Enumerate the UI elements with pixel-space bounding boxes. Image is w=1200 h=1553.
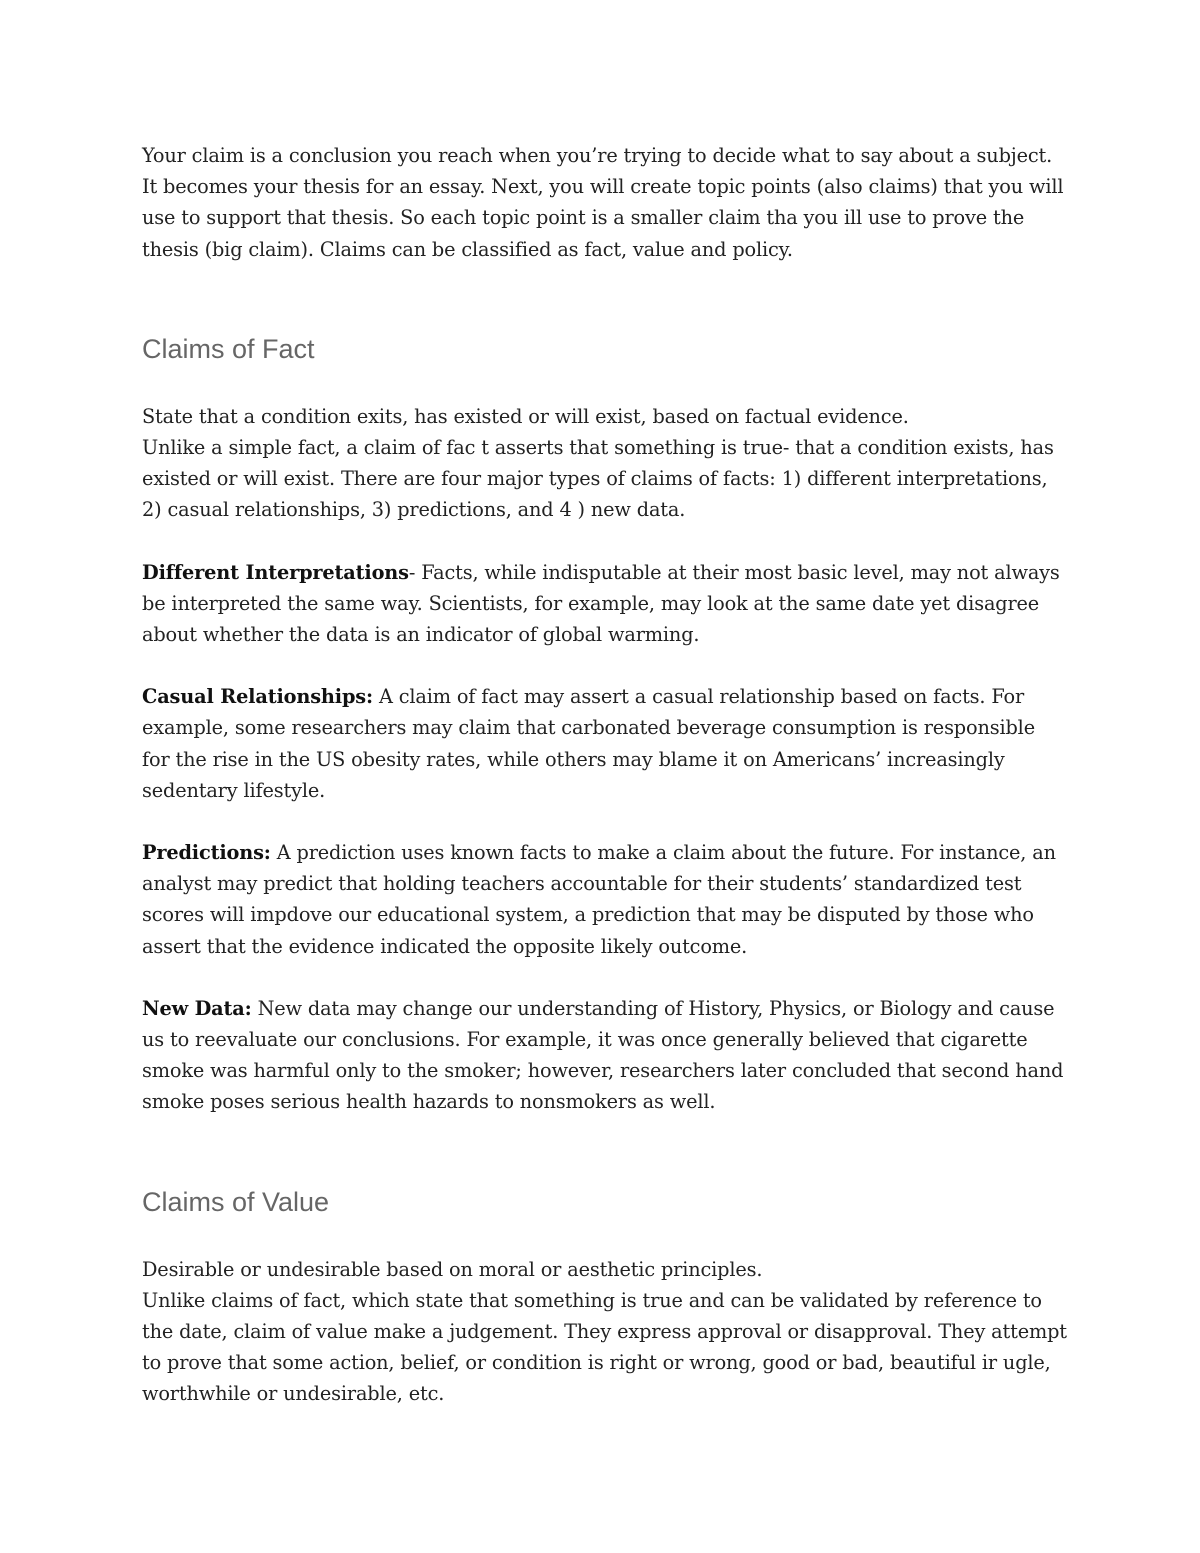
claims-of-value-definition — [142, 1254, 1067, 1410]
casual-relationships-text: A claim of fact may assert a casual relationship based on facts. For example, some researchers may claim that carbonated beverage consumption is responsible for the rise in the US obesity rates, while others may blame it on Americans’ increasingly sedentary lifestyle. — [142, 685, 1035, 802]
new-data-paragraph — [142, 993, 1067, 1118]
claims-of-value-definition-line: Desirable or undesirable based on moral or aesthetic principles. — [142, 1257, 763, 1281]
casual-relationships-term: Casual Relationships: — [142, 685, 373, 709]
different-interpretations-text: - Facts, while indisputable at their most basic level, may not always be interpreted the same way. Scientists, for example, may look at the same date yet disagree about whether the data is an indicator of global warming. — [142, 560, 1060, 647]
predictions-paragraph — [142, 837, 1067, 962]
new-data-text: New data may change our understanding of History, Physics, or Biology and cause us to reevaluate our conclusions. For example, it was once generally believed that cigarette smoke was harmful only to the smoker; however, researchers later concluded that second hand smoke poses serious health hazards to nonsmokers as well. — [142, 996, 1064, 1114]
different-interpretations-term: Different Interpretations — [142, 560, 409, 584]
intro-paragraph: Your claim is a conclusion you reach when you’re trying to decide what to say about a subject. It becomes your thesis for an essay. Next, you will create topic points (also claims) that you will use to support that thesis. So each topic point is a smaller claim tha you ill use to prove the thesis (big claim). Claims can be classified as fact, value and policy. — [142, 144, 1064, 261]
casual-relationships-paragraph — [142, 681, 1067, 806]
claims-of-fact-heading: Claims of Fact — [142, 333, 315, 364]
claims-of-fact-definition-body: Unlike a simple fact, a claim of fac t asserts that something is true- that a condition exists, has existed or will exist. There are four major types of claims of facts: 1) different interpretations, 2) casual relationships, 3) predictions, and 4 ) new data. — [142, 436, 1054, 522]
claims-of-fact-definition-line: State that a condition exits, has existed or will exist, based on factual evidence. — [142, 404, 909, 428]
predictions-text: A prediction uses known facts to make a claim about the future. For instance, an analyst may predict that holding teachers accountable for their students’ standardized test scores will impdove our educational system, a prediction that may be disputed by those who assert that the evidence indicated the opposite likely outcome. — [142, 841, 1056, 958]
claims-of-fact-definition — [142, 401, 1067, 526]
different-interpretations-paragraph — [142, 557, 1067, 651]
claims-of-value-heading: Claims of Value — [142, 1186, 330, 1217]
predictions-term: Predictions: — [142, 841, 271, 865]
document-content — [142, 140, 1067, 1410]
new-data-term: New Data: — [142, 996, 252, 1020]
claims-of-value-definition-body: Unlike claims of fact, which state that something is true and can be validated by reference to the date, claim of value make a judgement. They express approval or disapproval. They attempt to prove that some action, belief, or condition is right or wrong, good or bad, beautiful ir ugle, worthwhile or undesirable, etc. — [142, 1288, 1067, 1406]
